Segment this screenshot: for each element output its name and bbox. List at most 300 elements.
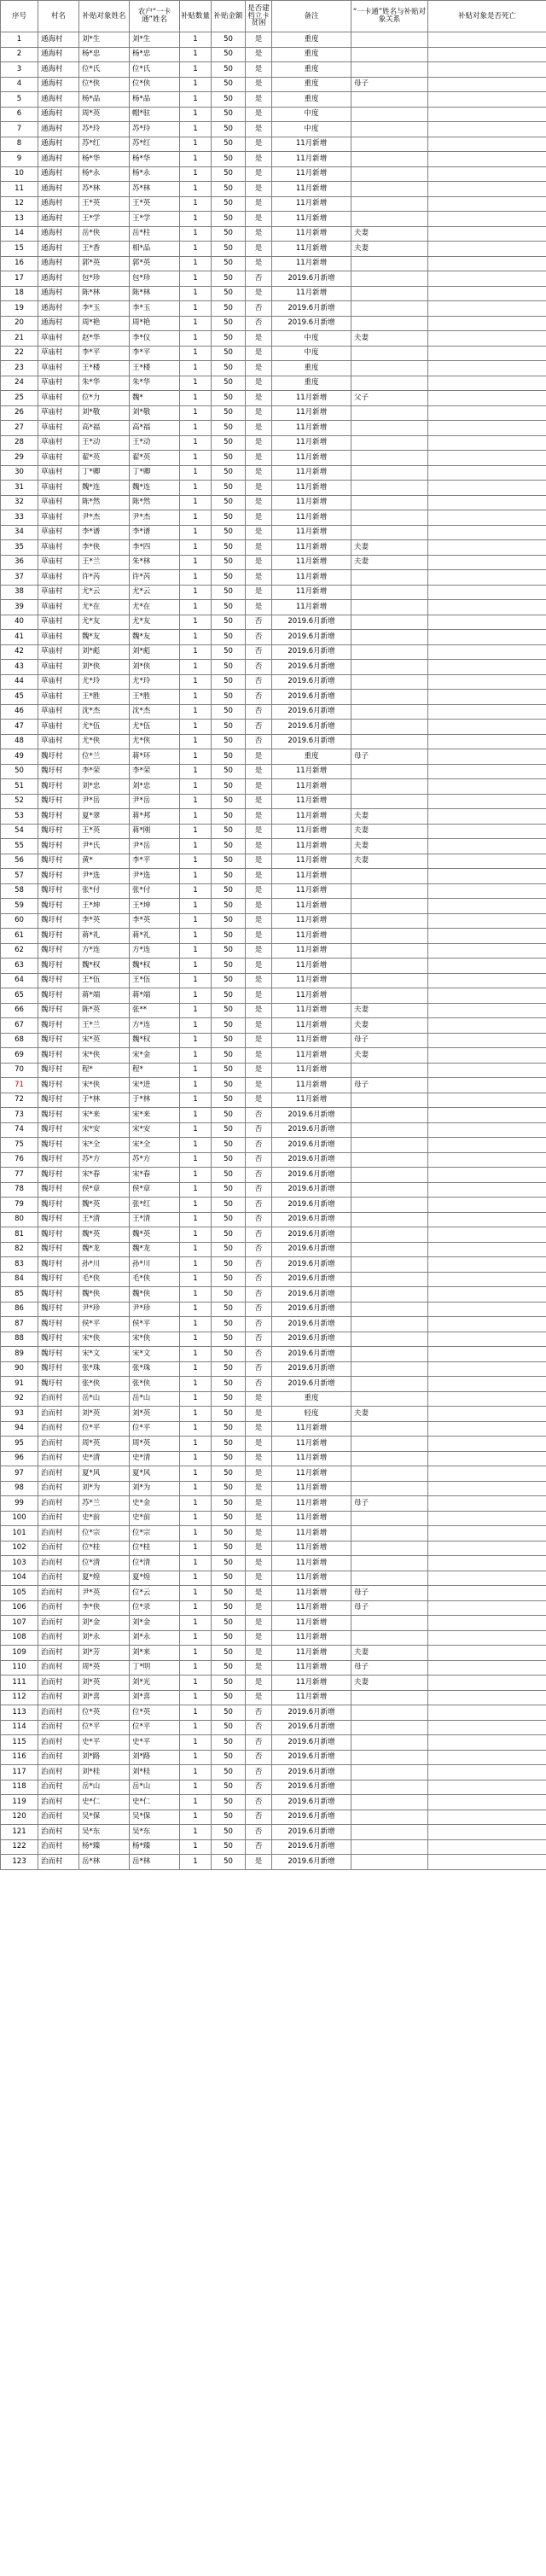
cell-relation[interactable] [351,1138,428,1153]
cell-note[interactable]: 2019.6月新增 [272,1182,351,1198]
cell-deceased[interactable] [428,1332,546,1347]
cell-card-made[interactable]: 否 [246,1705,272,1721]
cell-note[interactable]: 11月新增 [272,391,351,406]
cell-card-made[interactable]: 否 [246,1317,272,1332]
cell-card-made[interactable]: 否 [246,1227,272,1243]
cell-note[interactable]: 2019.6月新增 [272,1750,351,1765]
cell-qty[interactable]: 1 [180,1361,212,1377]
cell-no[interactable]: 121 [1,1825,38,1840]
cell-qty[interactable]: 1 [180,525,212,540]
cell-note[interactable]: 11月新增 [272,1003,351,1018]
cell-amount[interactable]: 50 [212,92,246,108]
cell-card-made[interactable]: 是 [246,1078,272,1093]
cell-no[interactable]: 41 [1,630,38,645]
cell-relation[interactable] [351,734,428,749]
cell-subsidy-name[interactable]: 朱*华 [79,376,130,391]
cell-deceased[interactable] [428,435,546,451]
cell-card-made[interactable]: 否 [246,1122,272,1138]
cell-deceased[interactable] [428,1526,546,1542]
cell-deceased[interactable] [428,1690,546,1705]
cell-card-made[interactable]: 是 [246,1481,272,1496]
cell-village[interactable]: 魏圩村 [38,809,79,825]
cell-relation[interactable] [351,1108,428,1123]
cell-subsidy-name[interactable]: 许*芮 [79,570,130,586]
cell-subsidy-name[interactable]: 程* [79,1063,130,1078]
cell-no[interactable]: 80 [1,1212,38,1227]
cell-no[interactable]: 44 [1,674,38,690]
cell-no[interactable]: 67 [1,1018,38,1034]
cell-subsidy-name[interactable]: 蒋*礼 [79,929,130,944]
cell-subsidy-name[interactable]: 刘*彪 [79,644,130,660]
cell-qty[interactable]: 1 [180,913,212,929]
cell-relation[interactable] [351,764,428,779]
cell-deceased[interactable] [428,421,546,436]
cell-subsidy-name[interactable]: 宋*侠 [79,1332,130,1347]
cell-note[interactable]: 11月新增 [272,196,351,212]
cell-deceased[interactable] [428,256,546,271]
cell-card-made[interactable]: 否 [246,690,272,705]
cell-deceased[interactable] [428,1063,546,1078]
cell-no[interactable]: 62 [1,943,38,959]
cell-card-name[interactable]: 魏* [130,391,180,406]
cell-qty[interactable]: 1 [180,1377,212,1392]
cell-qty[interactable]: 1 [180,1033,212,1048]
cell-no[interactable]: 111 [1,1676,38,1691]
cell-relation[interactable] [351,585,428,600]
cell-card-name[interactable]: 杨*忠 [130,47,180,62]
cell-amount[interactable]: 50 [212,570,246,586]
cell-card-made[interactable]: 是 [246,1600,272,1616]
cell-note[interactable]: 2019.6月新增 [272,704,351,720]
cell-deceased[interactable] [428,1182,546,1198]
cell-note[interactable]: 2019.6月新增 [272,1272,351,1287]
cell-deceased[interactable] [428,1198,546,1213]
cell-subsidy-name[interactable]: 位*桂 [79,1541,130,1556]
cell-card-name[interactable]: 位*宗 [130,1526,180,1542]
cell-card-made[interactable]: 是 [246,1451,272,1466]
cell-card-made[interactable]: 是 [246,212,272,227]
cell-relation[interactable] [351,1317,428,1332]
cell-village[interactable]: 草庙村 [38,734,79,749]
cell-card-made[interactable]: 是 [246,62,272,78]
cell-qty[interactable]: 1 [180,1720,212,1735]
cell-amount[interactable]: 50 [212,1839,246,1855]
cell-village[interactable]: 治而村 [38,1437,79,1452]
cell-amount[interactable]: 50 [212,883,246,899]
cell-subsidy-name[interactable]: 刘*喜 [79,1690,130,1705]
cell-village[interactable]: 治而村 [38,1407,79,1422]
cell-no[interactable]: 5 [1,92,38,108]
cell-relation[interactable] [351,1810,428,1825]
cell-qty[interactable]: 1 [180,1018,212,1034]
cell-amount[interactable]: 50 [212,107,246,122]
cell-relation[interactable]: 母子 [351,1033,428,1048]
cell-subsidy-name[interactable]: 毛*侠 [79,1272,130,1287]
cell-subsidy-name[interactable]: 丁*卿 [79,465,130,481]
cell-card-name[interactable]: 翟*英 [130,451,180,466]
cell-note[interactable]: 2019.6月新增 [272,301,351,317]
cell-amount[interactable]: 50 [212,331,246,347]
cell-no[interactable]: 120 [1,1810,38,1825]
cell-deceased[interactable] [428,1152,546,1168]
cell-card-name[interactable]: 尤*友 [130,615,180,630]
cell-relation[interactable] [351,973,428,988]
cell-card-name[interactable]: 高*福 [130,421,180,436]
cell-note[interactable]: 重度 [272,361,351,376]
cell-deceased[interactable] [428,1810,546,1825]
cell-village[interactable]: 魏圩村 [38,1138,79,1153]
cell-subsidy-name[interactable]: 宋*文 [79,1347,130,1362]
cell-village[interactable]: 治而村 [38,1466,79,1482]
cell-amount[interactable]: 50 [212,1556,246,1571]
cell-no[interactable]: 114 [1,1720,38,1735]
cell-relation[interactable] [351,630,428,645]
cell-qty[interactable]: 1 [180,764,212,779]
cell-note[interactable]: 11月新增 [272,988,351,1004]
cell-subsidy-name[interactable]: 尤*伍 [79,720,130,735]
cell-card-made[interactable]: 是 [246,1437,272,1452]
cell-deceased[interactable] [428,869,546,884]
cell-subsidy-name[interactable]: 孙*川 [79,1257,130,1273]
cell-deceased[interactable] [428,1646,546,1661]
cell-card-made[interactable]: 否 [246,1720,272,1735]
cell-deceased[interactable] [428,1302,546,1317]
cell-village[interactable]: 通海村 [38,182,79,197]
cell-note[interactable]: 2019.6月新增 [272,1705,351,1721]
cell-note[interactable]: 2019.6月新增 [272,1810,351,1825]
cell-amount[interactable]: 50 [212,809,246,825]
cell-deceased[interactable] [428,644,546,660]
cell-deceased[interactable] [428,212,546,227]
cell-amount[interactable]: 50 [212,839,246,854]
cell-qty[interactable]: 1 [180,1198,212,1213]
cell-amount[interactable]: 50 [212,1078,246,1093]
cell-note[interactable]: 11月新增 [272,585,351,600]
cell-amount[interactable]: 50 [212,1168,246,1183]
cell-village[interactable]: 魏圩村 [38,869,79,884]
cell-village[interactable]: 治而村 [38,1690,79,1705]
cell-card-name[interactable]: 刘*彪 [130,644,180,660]
cell-card-name[interactable]: 包*珍 [130,271,180,287]
cell-no[interactable]: 112 [1,1690,38,1705]
cell-subsidy-name[interactable]: 史*仁 [79,1795,130,1810]
cell-qty[interactable]: 1 [180,1795,212,1810]
cell-no[interactable]: 39 [1,600,38,615]
cell-village[interactable]: 草庙村 [38,690,79,705]
cell-amount[interactable]: 50 [212,1093,246,1108]
cell-card-name[interactable]: 苏*林 [130,182,180,197]
cell-relation[interactable] [351,435,428,451]
cell-card-made[interactable]: 是 [246,152,272,167]
cell-no[interactable]: 66 [1,1003,38,1018]
cell-note[interactable]: 2019.6月新增 [272,734,351,749]
cell-no[interactable]: 61 [1,929,38,944]
cell-deceased[interactable] [428,899,546,914]
cell-no[interactable]: 19 [1,301,38,317]
cell-relation[interactable] [351,913,428,929]
header-card-made[interactable]: 是否建档立卡贫困 [246,1,272,32]
cell-card-name[interactable]: 毛*侠 [130,1272,180,1287]
cell-deceased[interactable] [428,854,546,869]
cell-subsidy-name[interactable]: 刘*英 [79,1676,130,1691]
cell-relation[interactable] [351,1780,428,1795]
cell-subsidy-name[interactable]: 李*荣 [79,764,130,779]
cell-subsidy-name[interactable]: 魏*侠 [79,1287,130,1303]
cell-note[interactable]: 中度 [272,107,351,122]
cell-qty[interactable]: 1 [180,1421,212,1437]
cell-qty[interactable]: 1 [180,256,212,271]
cell-village[interactable]: 魏圩村 [38,1078,79,1093]
cell-village[interactable]: 治而村 [38,1705,79,1721]
cell-card-made[interactable]: 否 [246,1377,272,1392]
cell-note[interactable]: 11月新增 [272,764,351,779]
cell-no[interactable]: 87 [1,1317,38,1332]
cell-deceased[interactable] [428,481,546,496]
cell-subsidy-name[interactable]: 王*学 [79,212,130,227]
cell-relation[interactable]: 夫妻 [351,242,428,257]
cell-note[interactable]: 2019.6月新增 [272,1138,351,1153]
cell-qty[interactable]: 1 [180,1481,212,1496]
cell-qty[interactable]: 1 [180,1466,212,1482]
cell-amount[interactable]: 50 [212,764,246,779]
cell-deceased[interactable] [428,1287,546,1303]
cell-village[interactable]: 治而村 [38,1571,79,1586]
cell-qty[interactable]: 1 [180,1302,212,1317]
cell-qty[interactable]: 1 [180,1272,212,1287]
cell-no[interactable]: 8 [1,137,38,152]
cell-relation[interactable] [351,943,428,959]
cell-card-made[interactable]: 否 [246,615,272,630]
cell-no[interactable]: 45 [1,690,38,705]
cell-card-made[interactable]: 是 [246,1466,272,1482]
cell-subsidy-name[interactable]: 苏*红 [79,137,130,152]
cell-relation[interactable] [351,1122,428,1138]
cell-note[interactable]: 11月新增 [272,809,351,825]
cell-card-name[interactable]: 刘*路 [130,1750,180,1765]
cell-subsidy-name[interactable]: 沈*杰 [79,704,130,720]
cell-card-name[interactable]: 宋*金 [130,1048,180,1064]
cell-subsidy-name[interactable]: 陈*林 [79,286,130,301]
cell-card-made[interactable]: 否 [246,1332,272,1347]
cell-card-made[interactable]: 否 [246,316,272,331]
cell-subsidy-name[interactable]: 张*侠 [79,1377,130,1392]
cell-qty[interactable]: 1 [180,182,212,197]
cell-no[interactable]: 122 [1,1839,38,1855]
cell-card-name[interactable]: 位*英 [130,1705,180,1721]
cell-qty[interactable]: 1 [180,899,212,914]
cell-relation[interactable] [351,600,428,615]
cell-relation[interactable] [351,107,428,122]
cell-relation[interactable]: 父子 [351,391,428,406]
cell-qty[interactable]: 1 [180,1078,212,1093]
cell-relation[interactable] [351,1481,428,1496]
header-village[interactable]: 村名 [38,1,79,32]
cell-card-name[interactable]: 陈*然 [130,495,180,510]
cell-village[interactable]: 魏圩村 [38,764,79,779]
cell-qty[interactable]: 1 [180,331,212,347]
cell-note[interactable]: 2019.6月新增 [272,1855,351,1870]
cell-village[interactable]: 魏圩村 [38,1168,79,1183]
cell-no[interactable]: 15 [1,242,38,257]
cell-card-name[interactable]: 岳*山 [130,1780,180,1795]
cell-amount[interactable]: 50 [212,1496,246,1512]
cell-no[interactable]: 6 [1,107,38,122]
cell-deceased[interactable] [428,1317,546,1332]
cell-amount[interactable]: 50 [212,674,246,690]
cell-no[interactable]: 71 [1,1078,38,1093]
cell-amount[interactable]: 50 [212,913,246,929]
cell-card-name[interactable]: 丁*明 [130,1660,180,1676]
cell-relation[interactable] [351,1795,428,1810]
cell-card-made[interactable]: 是 [246,809,272,825]
cell-subsidy-name[interactable]: 夏*翠 [79,809,130,825]
cell-qty[interactable]: 1 [180,1347,212,1362]
cell-no[interactable]: 109 [1,1646,38,1661]
cell-deceased[interactable] [428,839,546,854]
cell-village[interactable]: 治而村 [38,1391,79,1407]
cell-relation[interactable]: 夫妻 [351,824,428,839]
cell-card-made[interactable]: 是 [246,794,272,809]
cell-card-made[interactable]: 是 [246,376,272,391]
cell-village[interactable]: 魏圩村 [38,1182,79,1198]
cell-note[interactable]: 11月新增 [272,1466,351,1482]
cell-village[interactable]: 治而村 [38,1676,79,1691]
cell-amount[interactable]: 50 [212,301,246,317]
cell-no[interactable]: 43 [1,660,38,675]
cell-qty[interactable]: 1 [180,1556,212,1571]
cell-village[interactable]: 草庙村 [38,540,79,556]
cell-card-made[interactable]: 是 [246,525,272,540]
cell-amount[interactable]: 50 [212,1347,246,1362]
cell-qty[interactable]: 1 [180,1855,212,1870]
cell-deceased[interactable] [428,570,546,586]
cell-card-made[interactable]: 否 [246,1825,272,1840]
cell-note[interactable]: 重度 [272,749,351,765]
cell-subsidy-name[interactable]: 史*前 [79,1511,130,1526]
cell-deceased[interactable] [428,615,546,630]
cell-card-name[interactable]: 蒋*环 [130,749,180,765]
cell-relation[interactable] [351,256,428,271]
cell-subsidy-name[interactable]: 尹*英 [79,1586,130,1601]
cell-deceased[interactable] [428,1630,546,1646]
cell-no[interactable]: 113 [1,1705,38,1721]
cell-card-made[interactable]: 是 [246,47,272,62]
cell-amount[interactable]: 50 [212,749,246,765]
cell-amount[interactable]: 50 [212,1272,246,1287]
cell-qty[interactable]: 1 [180,361,212,376]
cell-no[interactable]: 38 [1,585,38,600]
cell-amount[interactable]: 50 [212,47,246,62]
cell-qty[interactable]: 1 [180,1541,212,1556]
cell-amount[interactable]: 50 [212,959,246,974]
cell-no[interactable]: 97 [1,1466,38,1482]
cell-qty[interactable]: 1 [180,943,212,959]
cell-card-made[interactable]: 是 [246,779,272,795]
cell-note[interactable]: 2019.6月新增 [272,660,351,675]
cell-card-name[interactable]: 刘*光 [130,1676,180,1691]
cell-subsidy-name[interactable]: 王*动 [79,435,130,451]
cell-qty[interactable]: 1 [180,391,212,406]
cell-qty[interactable]: 1 [180,644,212,660]
cell-subsidy-name[interactable]: 刘*英 [79,1407,130,1422]
cell-card-name[interactable]: 岳*林 [130,1855,180,1870]
cell-no[interactable]: 4 [1,77,38,92]
cell-relation[interactable] [351,704,428,720]
cell-qty[interactable]: 1 [180,1571,212,1586]
cell-card-name[interactable]: 宋*侠 [130,1332,180,1347]
cell-deceased[interactable] [428,316,546,331]
cell-deceased[interactable] [428,1437,546,1452]
cell-village[interactable]: 草庙村 [38,525,79,540]
cell-card-name[interactable]: 李*平 [130,854,180,869]
cell-relation[interactable]: 夫妻 [351,1646,428,1661]
cell-deceased[interactable] [428,1257,546,1273]
cell-deceased[interactable] [428,405,546,421]
cell-no[interactable]: 40 [1,615,38,630]
cell-note[interactable]: 11月新增 [272,839,351,854]
cell-card-name[interactable]: 刘*金 [130,1616,180,1631]
cell-note[interactable]: 2019.6月新增 [272,1152,351,1168]
cell-card-name[interactable]: 王*清 [130,1212,180,1227]
cell-deceased[interactable] [428,510,546,526]
cell-no[interactable]: 90 [1,1361,38,1377]
cell-amount[interactable]: 50 [212,899,246,914]
cell-subsidy-name[interactable]: 陈*然 [79,495,130,510]
cell-qty[interactable]: 1 [180,1257,212,1273]
cell-subsidy-name[interactable]: 位*兰 [79,749,130,765]
cell-relation[interactable]: 母子 [351,1600,428,1616]
cell-deceased[interactable] [428,1451,546,1466]
cell-deceased[interactable] [428,1839,546,1855]
cell-subsidy-name[interactable]: 郭*英 [79,256,130,271]
cell-subsidy-name[interactable]: 苏*林 [79,182,130,197]
cell-relation[interactable] [351,1063,428,1078]
cell-qty[interactable]: 1 [180,1242,212,1257]
cell-card-name[interactable]: 尹*岳 [130,794,180,809]
cell-subsidy-name[interactable]: 位*平 [79,1720,130,1735]
cell-note[interactable]: 11月新增 [272,1616,351,1631]
cell-no[interactable]: 18 [1,286,38,301]
cell-card-name[interactable]: 方*连 [130,1018,180,1034]
cell-village[interactable]: 魏圩村 [38,959,79,974]
cell-village[interactable]: 草庙村 [38,585,79,600]
cell-subsidy-name[interactable]: 李*玉 [79,301,130,317]
cell-subsidy-name[interactable]: 侯*章 [79,1182,130,1198]
cell-no[interactable]: 116 [1,1750,38,1765]
cell-amount[interactable]: 50 [212,152,246,167]
cell-relation[interactable] [351,1272,428,1287]
cell-amount[interactable]: 50 [212,1481,246,1496]
cell-deceased[interactable] [428,1018,546,1034]
cell-deceased[interactable] [428,1511,546,1526]
cell-deceased[interactable] [428,1078,546,1093]
cell-card-made[interactable]: 是 [246,510,272,526]
cell-relation[interactable] [351,92,428,108]
cell-village[interactable]: 通海村 [38,242,79,257]
cell-qty[interactable]: 1 [180,1496,212,1512]
cell-no[interactable]: 102 [1,1541,38,1556]
cell-note[interactable]: 重度 [272,77,351,92]
cell-card-name[interactable]: 宋*进 [130,1078,180,1093]
cell-village[interactable]: 草庙村 [38,421,79,436]
cell-subsidy-name[interactable]: 王*英 [79,196,130,212]
cell-qty[interactable]: 1 [180,734,212,749]
cell-note[interactable]: 2019.6月新增 [272,644,351,660]
cell-relation[interactable] [351,1839,428,1855]
cell-qty[interactable]: 1 [180,749,212,765]
cell-village[interactable]: 魏圩村 [38,779,79,795]
cell-no[interactable]: 48 [1,734,38,749]
